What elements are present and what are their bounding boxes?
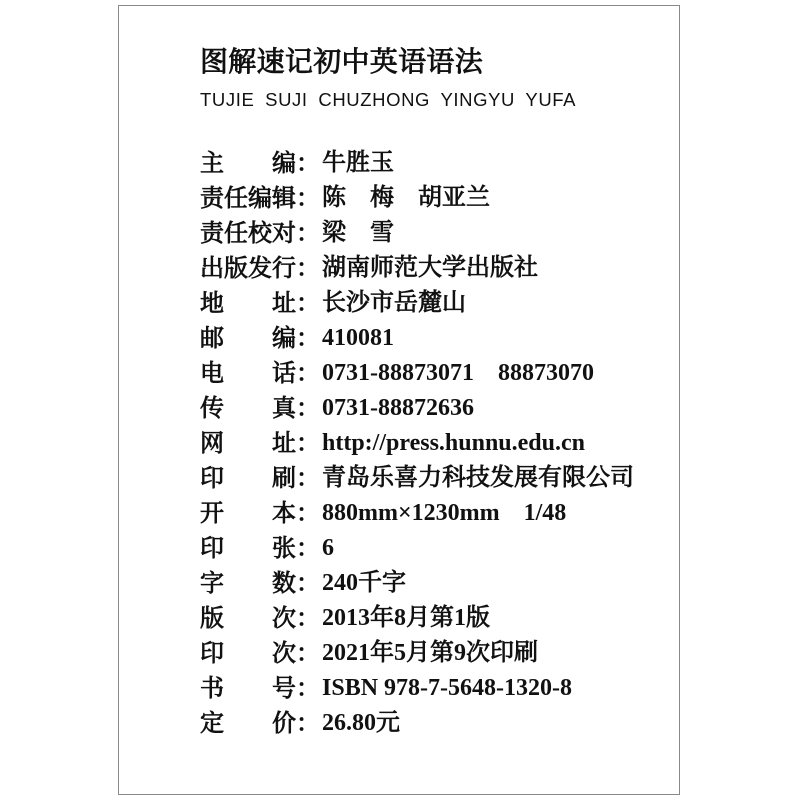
row-editor xyxy=(200,146,670,181)
value-printer: 青岛乐喜力科技发展有限公司 xyxy=(322,465,634,491)
label-fax: 传真 xyxy=(200,394,296,422)
label-price: 定价 xyxy=(200,709,296,737)
colon: ： xyxy=(296,184,320,212)
row-format xyxy=(200,496,670,531)
label-format: 开本 xyxy=(200,499,296,527)
colon: ： xyxy=(296,534,320,562)
value-price: 26.80元 xyxy=(322,710,400,736)
label-editor: 主编 xyxy=(200,149,296,177)
book-title-pinyin: TUJIE SUJI CHUZHONG YINGYU YUFA xyxy=(200,89,577,110)
colon: ： xyxy=(296,639,320,667)
value-format: 880mm×1230mm 1/48 xyxy=(322,500,567,526)
value-publisher: 湖南师范大学出版社 xyxy=(322,255,538,281)
value-proofreader: 梁 雪 xyxy=(322,220,394,246)
label-isbn: 书号 xyxy=(200,674,296,702)
value-website: http://press.hunnu.edu.cn xyxy=(322,430,585,456)
colon: ： xyxy=(296,429,320,457)
colon: ： xyxy=(296,219,320,247)
label-postcode: 邮编 xyxy=(200,324,296,352)
colon: ： xyxy=(296,254,320,282)
value-postcode: 410081 xyxy=(322,325,394,351)
colon: ： xyxy=(296,604,320,632)
row-price xyxy=(200,706,670,741)
colon: ： xyxy=(296,569,320,597)
label-printed-sheets: 印张 xyxy=(200,534,296,562)
label-word-count: 字数 xyxy=(200,569,296,597)
value-edition: 2013年8月第1版 xyxy=(322,605,490,631)
label-phone: 电话 xyxy=(200,359,296,387)
row-address xyxy=(200,286,670,321)
value-isbn: ISBN 978-7-5648-1320-8 xyxy=(322,675,572,701)
colon: ： xyxy=(296,289,320,317)
row-fax xyxy=(200,391,670,426)
label-responsible-editors: 责任编辑 xyxy=(200,184,296,212)
colon: ： xyxy=(296,464,320,492)
label-publisher: 出版发行 xyxy=(200,254,296,282)
label-address: 地址 xyxy=(200,289,296,317)
colon: ： xyxy=(296,709,320,737)
value-responsible-editors: 陈 梅 胡亚兰 xyxy=(322,185,490,211)
label-printing: 印次 xyxy=(200,639,296,667)
colon: ： xyxy=(296,149,320,177)
row-publisher xyxy=(200,251,670,286)
label-proofreader: 责任校对 xyxy=(200,219,296,247)
book-title: 图解速记初中英语语法 xyxy=(200,45,484,78)
value-word-count: 240千字 xyxy=(322,570,406,596)
value-printed-sheets: 6 xyxy=(322,535,334,561)
row-responsible-editors xyxy=(200,181,670,216)
row-postcode xyxy=(200,321,670,356)
colon: ： xyxy=(296,394,320,422)
row-edition xyxy=(200,601,670,636)
label-printer: 印刷 xyxy=(200,464,296,492)
colon: ： xyxy=(296,674,320,702)
colon: ： xyxy=(296,324,320,352)
row-proofreader xyxy=(200,216,670,251)
value-address: 长沙市岳麓山 xyxy=(322,290,466,316)
value-phone: 0731-88873071 88873070 xyxy=(322,360,594,386)
row-word-count xyxy=(200,566,670,601)
value-fax: 0731-88872636 xyxy=(322,395,474,421)
colon: ： xyxy=(296,499,320,527)
copyright-info xyxy=(200,146,670,741)
label-website: 网址 xyxy=(200,429,296,457)
row-isbn xyxy=(200,671,670,706)
row-printing xyxy=(200,636,670,671)
value-editor: 牛胜玉 xyxy=(322,150,394,176)
row-printer xyxy=(200,461,670,496)
row-website xyxy=(200,426,670,461)
label-edition: 版次 xyxy=(200,604,296,632)
row-phone xyxy=(200,356,670,391)
value-printing: 2021年5月第9次印刷 xyxy=(322,640,538,666)
colon: ： xyxy=(296,359,320,387)
row-printed-sheets xyxy=(200,531,670,566)
